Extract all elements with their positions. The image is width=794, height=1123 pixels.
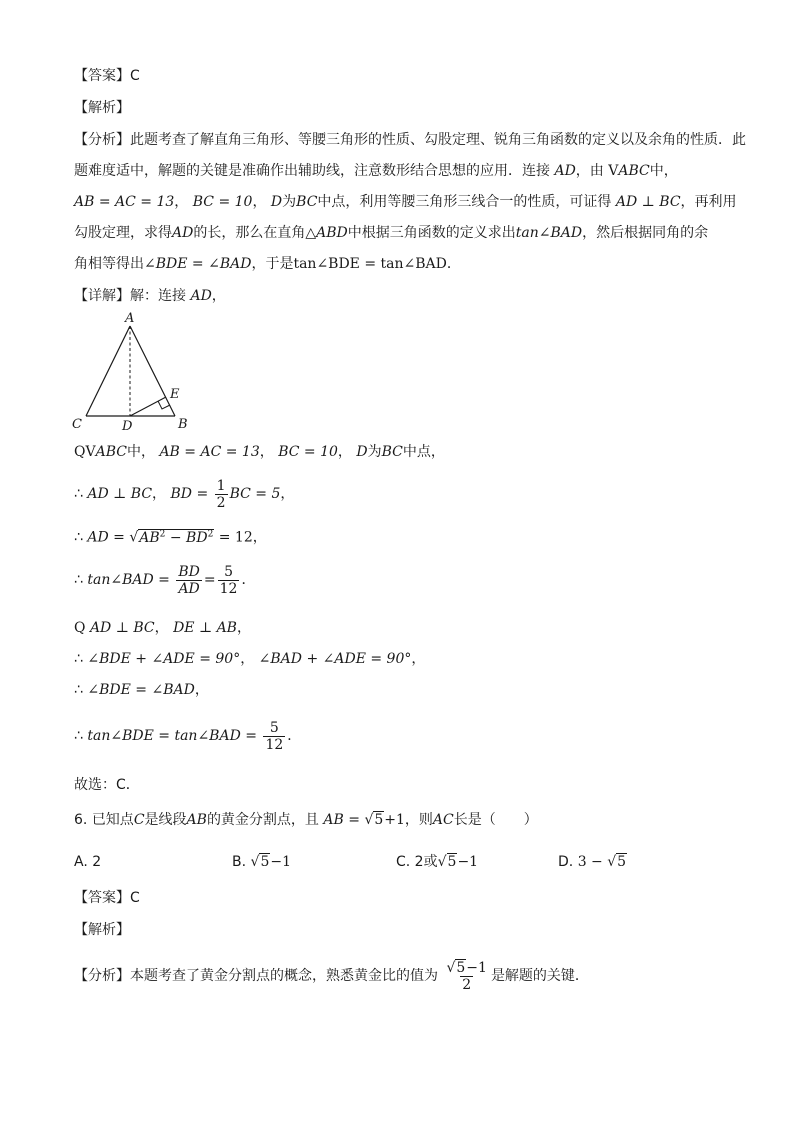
math-BDE-eq-BAD: ∠BDE = ∠BAD bbox=[144, 256, 252, 272]
q-text: ，则 bbox=[404, 812, 433, 828]
frac-num: 1 bbox=[216, 477, 226, 494]
math-D: D bbox=[356, 444, 368, 460]
math-BD: BD bbox=[186, 529, 208, 546]
analysis-heading: 【解析】 bbox=[74, 100, 130, 116]
math-BD-eq: BD = bbox=[170, 486, 209, 502]
answer-value: C bbox=[130, 68, 140, 84]
math-AD-perp-BC: AD ⊥ BC bbox=[615, 194, 681, 210]
fenxi-text: 中点，利用等腰三角形三线合一的性质，可证得 bbox=[317, 194, 612, 210]
triangle-symbol: V bbox=[85, 444, 96, 460]
label-D: D bbox=[122, 419, 133, 434]
fraction-one-half bbox=[215, 478, 228, 511]
detail-text: ， bbox=[211, 288, 226, 304]
fenxi-line-5 bbox=[74, 254, 461, 274]
text: ， bbox=[280, 486, 295, 502]
fenxi-text: 中， bbox=[649, 163, 678, 179]
frac-num: 5 bbox=[269, 719, 279, 736]
step-angle-equal bbox=[74, 680, 209, 700]
text: ， bbox=[154, 620, 169, 636]
choice-line: 故选：C． bbox=[74, 777, 140, 793]
fenxi-text: ． bbox=[446, 256, 461, 272]
math-D: D bbox=[270, 194, 283, 210]
label-A: A bbox=[125, 311, 135, 326]
text: ， bbox=[411, 651, 426, 667]
question-6 bbox=[74, 810, 538, 830]
math-angles1: ∠BDE + ∠ADE = 90° bbox=[87, 651, 241, 667]
step-tanBAD bbox=[74, 562, 255, 598]
sqrt-5: √5 bbox=[364, 812, 384, 828]
option-label: D. bbox=[558, 854, 574, 870]
fenxi-tag: 【分析】 bbox=[74, 968, 130, 984]
q6-fenxi-line bbox=[74, 956, 589, 996]
q-text: 长是（ ） bbox=[453, 812, 538, 828]
fenxi-line-1 bbox=[74, 130, 746, 150]
answer-value: C bbox=[130, 890, 140, 906]
fenxi-text: ，由 bbox=[575, 163, 604, 179]
minus-one: −1 bbox=[270, 854, 291, 870]
fenxi-text: ，再利用 bbox=[680, 194, 737, 210]
fenxi-text: 的长，那么在直角 bbox=[193, 225, 306, 241]
step-BD-half bbox=[74, 476, 294, 512]
detail-text: 解：连接 bbox=[130, 288, 186, 304]
frac-num bbox=[444, 960, 488, 976]
math-tanBAD: tan∠BAD bbox=[515, 225, 583, 241]
math-AD-perp-BC: AD ⊥ BC bbox=[89, 620, 155, 636]
text: ． bbox=[287, 728, 302, 744]
math-BC-10: BC = 10 bbox=[192, 194, 253, 210]
radicand: 5 bbox=[374, 812, 384, 828]
fenxi-text: 题难度适中，解题的关键是准确作出辅助线，注意数形结合思想的应用．连接 bbox=[74, 163, 550, 179]
option-a[interactable]: A. 2 bbox=[74, 854, 102, 870]
option-b[interactable] bbox=[232, 852, 291, 872]
math-eq12: = 12 bbox=[218, 529, 253, 546]
frac-den: 2 bbox=[462, 976, 472, 993]
text: ， bbox=[240, 651, 255, 667]
math-tan-eq: tan∠BDE = tan∠BAD bbox=[293, 256, 447, 272]
radicand: 5 bbox=[617, 854, 627, 870]
step-final-tan bbox=[74, 718, 301, 754]
math-ABC: ABC bbox=[95, 444, 127, 460]
math-BC-eq5: BC = 5 bbox=[229, 486, 281, 502]
math-AB: AB bbox=[139, 529, 160, 546]
plus-one: +1 bbox=[384, 812, 405, 828]
label-C: C bbox=[72, 417, 82, 432]
sqrt-5: √5 bbox=[250, 854, 270, 870]
side-AC bbox=[86, 326, 130, 416]
radicand: 5 bbox=[456, 959, 466, 976]
answer-line bbox=[74, 66, 140, 86]
option-d[interactable] bbox=[558, 852, 627, 872]
fenxi-text: ， bbox=[174, 194, 189, 210]
since-symbol: Q bbox=[74, 444, 86, 460]
text: 中， bbox=[126, 444, 155, 460]
text: ， bbox=[259, 444, 274, 460]
since-symbol: Q bbox=[74, 620, 86, 636]
frac-den: 12 bbox=[219, 580, 238, 597]
label-E: E bbox=[170, 387, 180, 402]
math-BC: BC bbox=[381, 444, 403, 460]
math-BDE-eq-BAD: ∠BDE = ∠BAD bbox=[87, 682, 195, 698]
triangle-figure bbox=[62, 306, 202, 436]
text: ， bbox=[236, 620, 251, 636]
math-angles2: ∠BAD + ∠ADE = 90° bbox=[258, 651, 412, 667]
text: 中点， bbox=[402, 444, 445, 460]
since-line-1 bbox=[74, 442, 445, 462]
question-number: 6. bbox=[74, 812, 88, 828]
radicand: 5 bbox=[447, 854, 457, 870]
math-AD: AD bbox=[190, 288, 212, 304]
option-label: B. bbox=[232, 854, 247, 870]
frac-num: BD bbox=[178, 563, 200, 580]
frac-den: 12 bbox=[265, 736, 284, 753]
step-AD-sqrt bbox=[74, 524, 267, 548]
therefore-symbol: ∴ bbox=[74, 728, 83, 744]
three-minus: 3 − bbox=[577, 854, 603, 870]
q6-answer-line bbox=[74, 888, 140, 908]
sqrt-5: √5 bbox=[607, 854, 627, 870]
label-B: B bbox=[178, 417, 188, 432]
option-c[interactable] bbox=[396, 852, 478, 872]
fraction-golden-ratio bbox=[444, 960, 488, 993]
fenxi-text: ，然后根据同角的余 bbox=[582, 225, 709, 241]
q-text: 的黄金分割点，且 bbox=[206, 812, 319, 828]
math-AB-eq: AB = bbox=[323, 812, 360, 828]
sqrt-5: √5 bbox=[446, 959, 466, 976]
sup-2: 2 bbox=[159, 529, 166, 539]
fenxi-text: 中根据三角函数的定义求出 bbox=[347, 225, 516, 241]
text: ． bbox=[241, 572, 256, 588]
therefore-symbol: ∴ bbox=[74, 572, 83, 588]
equals: = bbox=[203, 572, 216, 588]
fenxi-text: 勾股定理，求得 bbox=[74, 225, 172, 241]
fenxi-line-3 bbox=[74, 192, 737, 212]
q-text: 已知点 bbox=[91, 812, 134, 828]
text: ， bbox=[152, 486, 167, 502]
sqrt-expression: $√AB^2 - BD^2$ bbox=[129, 529, 214, 546]
text: ， bbox=[252, 529, 267, 546]
therefore-symbol: ∴ bbox=[74, 529, 83, 546]
math-AD-perp-BC: AD ⊥ BC bbox=[87, 486, 153, 502]
fenxi-text: 角相等得出 bbox=[74, 256, 144, 272]
fenxi-line-4 bbox=[74, 223, 708, 243]
sqrt-5: √5 bbox=[437, 854, 457, 870]
math-tan-lhs: tan∠BAD = bbox=[87, 572, 170, 588]
fenxi-tag: 【分析】 bbox=[74, 132, 130, 148]
side-AB bbox=[130, 326, 175, 416]
math-BC-10: BC = 10 bbox=[278, 444, 338, 460]
q6-analysis-heading: 【解析】 bbox=[74, 922, 130, 938]
radicand: 5 bbox=[260, 854, 270, 870]
text: ， bbox=[194, 682, 209, 698]
fraction-5-12 bbox=[263, 720, 285, 753]
text: ， bbox=[337, 444, 352, 460]
step-angles bbox=[74, 649, 425, 669]
math-AD: AD bbox=[554, 163, 576, 179]
fraction-BD-AD bbox=[176, 564, 202, 597]
minus-one: −1 bbox=[466, 959, 487, 976]
therefore-symbol: ∴ bbox=[74, 486, 83, 502]
answer-tag: 【答案】 bbox=[74, 68, 130, 84]
math-tan-lhs2: tan∠BDE = tan∠BAD = bbox=[87, 728, 257, 744]
therefore-symbol: ∴ bbox=[74, 651, 83, 667]
detail-tag: 【详解】 bbox=[74, 288, 130, 304]
therefore-symbol: ∴ bbox=[74, 682, 83, 698]
frac-den: AD bbox=[178, 580, 200, 597]
math-ABC: ABC bbox=[618, 163, 650, 179]
math-AD-eq: AD = bbox=[87, 529, 125, 546]
math-C: C bbox=[133, 812, 145, 828]
math-AD: AD bbox=[172, 225, 194, 241]
fenxi-text: 为 bbox=[282, 194, 297, 210]
q-text: 是线段 bbox=[144, 812, 187, 828]
fenxi-text: 此题考查了解直角三角形、等腰三角形的性质、勾股定理、锐角三角函数的定义以及余角的性质．此 bbox=[130, 132, 746, 148]
math-tri-ABD: △ABD bbox=[305, 225, 348, 241]
triangle-symbol: V bbox=[608, 163, 619, 179]
math-DE-perp-AB: DE ⊥ AB bbox=[173, 620, 237, 636]
fenxi-text: ， bbox=[252, 194, 267, 210]
minus-one: −1 bbox=[457, 854, 479, 870]
math-AB: AB bbox=[186, 812, 207, 828]
math-AB-AC-13: AB = AC = 13 bbox=[159, 444, 260, 460]
math-AC: AC bbox=[432, 812, 454, 828]
fenxi-line-2 bbox=[74, 161, 678, 181]
since-line-2 bbox=[74, 618, 251, 638]
fraction-5-12 bbox=[218, 564, 240, 597]
math-BC: BC bbox=[296, 194, 318, 210]
text: 为 bbox=[367, 444, 382, 460]
option-label: C. 2或 bbox=[396, 854, 438, 870]
frac-den: 2 bbox=[216, 494, 226, 511]
minus: − bbox=[165, 529, 187, 546]
detail-line bbox=[74, 286, 226, 306]
answer-tag: 【答案】 bbox=[74, 890, 130, 906]
fenxi-text: 是解题的关键． bbox=[490, 968, 589, 984]
sup-2: 2 bbox=[207, 529, 214, 539]
math-AB-AC-13: AB = AC = 13 bbox=[74, 194, 175, 210]
frac-num: 5 bbox=[224, 563, 233, 580]
fenxi-text: ，于是 bbox=[251, 256, 294, 272]
fenxi-text: 本题考查了黄金分割点的概念，熟悉黄金比的值为 bbox=[130, 968, 438, 984]
